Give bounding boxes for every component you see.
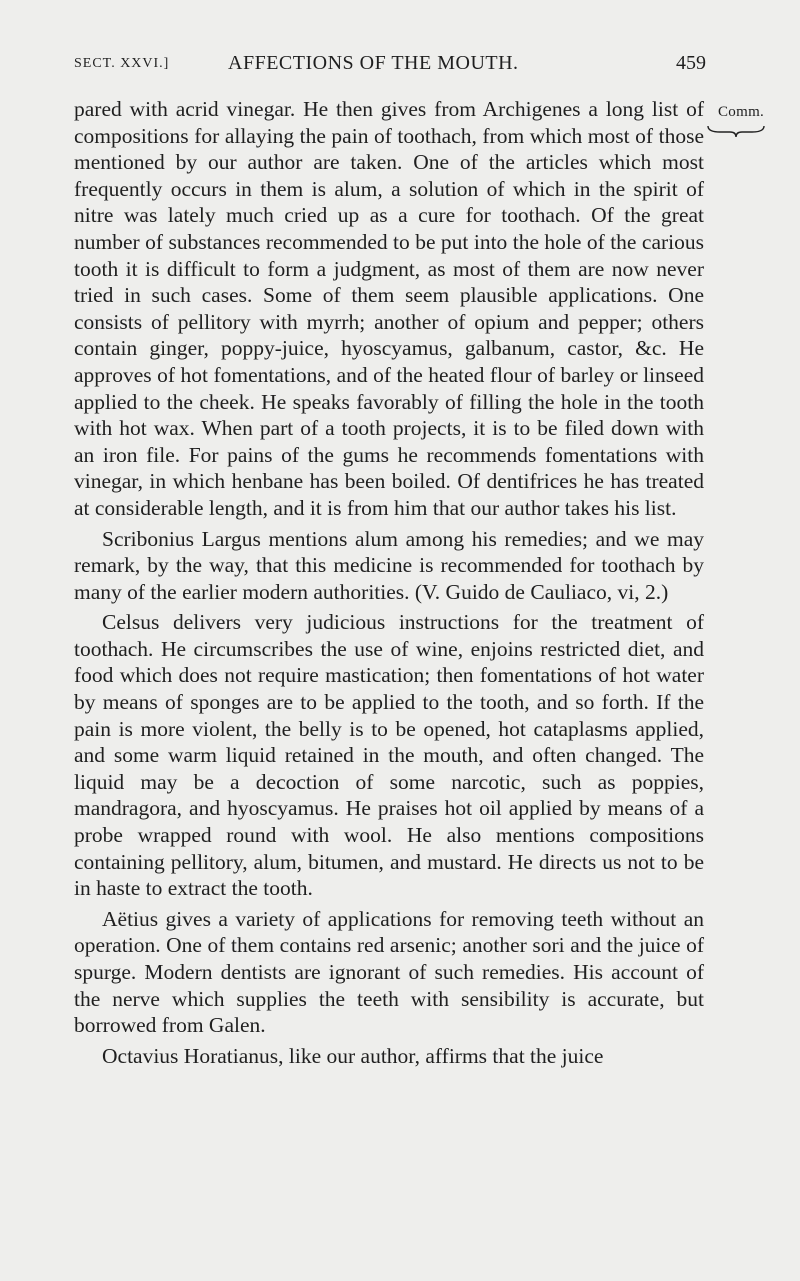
running-title: AFFECTIONS OF THE MOUTH.: [228, 52, 519, 74]
paragraph: pared with acrid vinegar. He then gives from Archigenes a long list of compositions for allaying the pain of toothach, from which most of those mentioned by our author are taken. One of the articles which most frequently occurs in them is alum, a solution of which in the spirit of nitre was lately much cried up as a cure for toothach. Of the great number of substances recommended to be put into the hole of the carious tooth it is difficult to form a judgment, as most of them are now never tried in such cases. Some of them seem plausible applications. One consists of pellitory with myrrh; another of opium and pepper; others contain ginger, poppy-juice, hyoscyamus, galbanum, castor, &c. He approves of hot fomentations, and of the heated flour of barley or linseed applied to the cheek. He speaks favorably of filling the hole in the tooth with hot wax. When part of a tooth projects, it is to be filed down with an iron file. For pains of the gums he recommends fomentations with vinegar, in which henbane has been boiled. Of dentifrices he has treated at considerable length, and it is from him that our author takes his list.: [74, 97, 704, 520]
page-number: 459: [676, 52, 706, 74]
paragraph: Aëtius gives a variety of applications for removing teeth without an operation. One of them contains red arsenic; another sori and the juice of spurge. Modern dentists are ignorant of such remedies. His account of the nerve which supplies the teeth with sensibility is accurate, but borrowed from Galen.: [74, 906, 704, 1038]
running-header: [74, 52, 706, 82]
paragraph: Octavius Horatianus, like our author, affirms that the juice: [102, 1043, 604, 1068]
section-label: SECT. XXVI.]: [74, 56, 170, 71]
paragraph: Scribonius Largus mentions alum among his remedies; and we may remark, by the way, that this medicine is recommended for toothach by many of the earlier modern authorities. (V. Guido de Cauliaco, vi, 2.): [74, 526, 704, 604]
body-text: [74, 96, 704, 1069]
paragraph: Celsus delivers very judicious instructions for the treatment of toothach. He circumscribes the use of wine, enjoins restricted diet, and food which does not require mastication; then fomentations of hot water by means of sponges are to be applied to the tooth, and so forth. If the pain is more violent, the belly is to be opened, hot cataplasms applied, and some warm liquid retained in the mouth, and often changed. The liquid may be a decoction of some narcotic, such as poppies, mandragora, and hyoscyamus. He praises hot oil applied by means of a probe wrapped round with wool. He also mentions compositions containing pellitory, alum, bitumen, and mustard. He directs us not to be in haste to extract the tooth.: [74, 610, 704, 901]
margin-note: Comm.: [718, 104, 765, 120]
margin-brace: [706, 124, 766, 138]
